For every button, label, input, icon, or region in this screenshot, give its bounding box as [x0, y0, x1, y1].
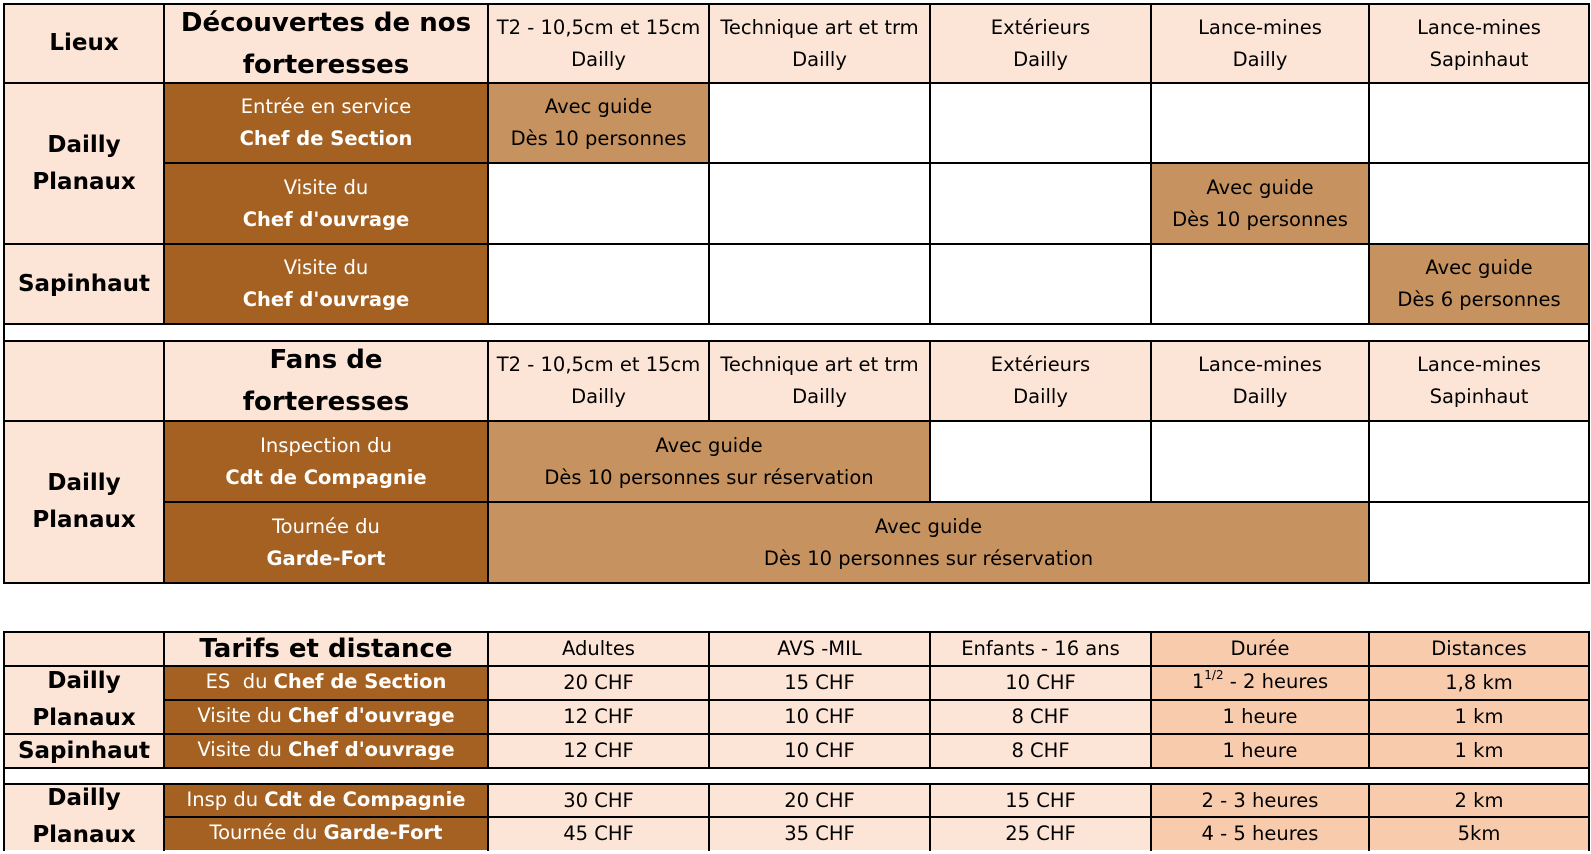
visit-name-bold: Chef d'ouvrage [288, 738, 455, 761]
guide-line: Avec guide [1425, 256, 1533, 279]
guide-line: Avec guide [1206, 175, 1314, 199]
location-line: Dailly [47, 131, 121, 158]
location-sapinhaut: Sapinhaut [4, 244, 164, 324]
location-line: Dailly [47, 785, 121, 811]
grid-line [163, 162, 1590, 164]
grid-line [163, 699, 1590, 701]
grid-line [3, 243, 1590, 245]
header-lieux: Lieux [4, 4, 164, 83]
price-avs: 15 CHF [709, 666, 930, 700]
visit-line-bold: Cdt de Compagnie [225, 465, 427, 489]
col-header-adultes: Adultes [488, 632, 709, 666]
col-header-lance-mines-dailly [1151, 4, 1369, 83]
grid-line [3, 783, 1590, 785]
col-header-distances: Distances [1369, 632, 1589, 666]
grid-line [487, 340, 489, 584]
grid-line [3, 340, 5, 584]
col-header-line: Dailly [792, 385, 847, 408]
visit-prefix: Tournée du [209, 821, 324, 844]
location-line: Dailly [47, 668, 121, 694]
tarif-visit-name [164, 734, 488, 768]
grid-line [708, 340, 710, 422]
location-line: Planaux [32, 168, 136, 195]
location-line: Dailly [47, 470, 121, 496]
guide-cell [488, 83, 709, 163]
price-enfants: 25 CHF [930, 817, 1151, 850]
grid-line [3, 631, 5, 851]
price-avs: 35 CHF [709, 817, 930, 850]
col-header-t2 [488, 341, 709, 421]
visit-name-bold: Chef de Section [273, 670, 447, 693]
grid-line [1150, 340, 1152, 503]
empty-cell [709, 163, 930, 244]
guide-line: Avec guide [544, 95, 653, 118]
grid-line [487, 631, 489, 769]
price-avs: 20 CHF [709, 784, 930, 817]
duration: 4 - 5 heures [1151, 817, 1369, 850]
location-line: Planaux [32, 822, 136, 848]
grid-line [929, 340, 931, 503]
col-header-line: Sapinhaut [1429, 47, 1529, 71]
col-header-duree: Durée [1151, 632, 1369, 666]
empty-cell [1369, 83, 1589, 163]
grid-line [1588, 323, 1590, 341]
guide-cell [1151, 163, 1369, 244]
col-header-technique [709, 4, 930, 83]
empty-cell [709, 244, 930, 324]
col-header-line: Extérieurs [990, 15, 1091, 39]
grid-line [163, 816, 1590, 818]
col-header-enfants: Enfants - 16 ans [930, 632, 1151, 666]
col-header-lance-mines-sapinhaut [1369, 4, 1589, 83]
grid-line [163, 783, 165, 851]
duration-base: 1 [1191, 670, 1205, 693]
tarif-visit-name [164, 784, 488, 817]
distance: 1 km [1369, 734, 1589, 768]
empty-cell [930, 421, 1151, 502]
grid-line [1368, 3, 1370, 325]
visit-chef-ouvrage [164, 163, 488, 244]
visit-chef-ouvrage-sapinhaut [164, 244, 488, 324]
price-enfants: 8 CHF [930, 700, 1151, 734]
duration-rest: - 2 heures [1223, 670, 1329, 693]
grid-line [3, 767, 1590, 769]
col-header-exterieurs [930, 341, 1151, 421]
grid-line [163, 501, 1590, 503]
visit-prefix: ES du [205, 670, 274, 693]
distance: 2 km [1369, 784, 1589, 817]
col-header-line: Technique art et trm [720, 15, 919, 39]
distance: 1 km [1369, 700, 1589, 734]
duration [1151, 666, 1369, 700]
col-header-line: Dailly [1013, 47, 1068, 71]
col-header-line: T2 - 10,5cm et 15cm [496, 15, 701, 39]
empty-cell [709, 83, 930, 163]
distance: 1,8 km [1369, 666, 1589, 700]
grid-line [1588, 340, 1590, 584]
grid-line [3, 3, 1590, 5]
empty-cell [1151, 421, 1369, 502]
location-dailly-planaux [4, 666, 164, 734]
tarif-visit-name [164, 700, 488, 734]
grid-line [1588, 631, 1590, 851]
col-header-line: Dailly [1232, 47, 1288, 71]
grid-line [929, 783, 931, 851]
grid-line [487, 3, 489, 325]
grid-line [3, 420, 1590, 422]
grid-line [163, 340, 165, 584]
duration: 2 - 3 heures [1151, 784, 1369, 817]
col-header-line: Lance-mines [1417, 15, 1541, 39]
grid-line [3, 665, 1590, 667]
empty-cell [1369, 421, 1589, 502]
title-line-1: Découvertes de nos [180, 7, 472, 38]
location-line: Planaux [32, 507, 136, 533]
price-avs: 10 CHF [709, 734, 930, 768]
guide-line: Avec guide [874, 514, 983, 538]
grid-line [3, 82, 1590, 84]
visit-name-bold: Garde-Fort [323, 821, 443, 844]
col-header-line: Dailly [571, 47, 626, 71]
visit-prefix: Visite du [197, 704, 289, 727]
col-header-lance-mines-sapinhaut [1369, 341, 1589, 421]
guide-cell [488, 421, 930, 502]
visit-name-bold: Chef d'ouvrage [288, 704, 455, 727]
price-enfants: 8 CHF [930, 734, 1151, 768]
grid-line [1368, 631, 1370, 769]
section-title-tarifs: Tarifs et distance [164, 632, 488, 666]
grid-line [487, 783, 489, 851]
visit-line: Tournée du [272, 514, 380, 538]
header-empty [4, 632, 164, 666]
grid-line [929, 631, 931, 769]
visit-prefix: Visite du [197, 738, 289, 761]
duration: 1 heure [1151, 734, 1369, 768]
visit-line: Inspection du [260, 433, 392, 457]
grid-line [3, 582, 1590, 584]
col-header-avs-mil: AVS -MIL [709, 632, 930, 666]
visit-line-bold: Chef d'ouvrage [242, 288, 410, 311]
guide-cell [1369, 244, 1589, 324]
grid-line [3, 3, 5, 325]
grid-line [708, 783, 710, 851]
empty-cell [1151, 83, 1369, 163]
empty-cell [930, 244, 1151, 324]
empty-cell [930, 83, 1151, 163]
col-header-line: T2 - 10,5cm et 15cm [496, 353, 701, 376]
col-header-exterieurs [930, 4, 1151, 83]
visit-inspection-cdt [164, 421, 488, 502]
guide-line: Dès 10 personnes sur réservation [544, 465, 874, 489]
empty-cell [930, 163, 1151, 244]
empty-cell [488, 244, 709, 324]
grid-line [3, 323, 5, 341]
col-header-line: Dailly [571, 385, 626, 408]
guide-line: Dès 6 personnes [1397, 288, 1561, 311]
price-avs: 10 CHF [709, 700, 930, 734]
grid-line [929, 3, 931, 325]
guide-line: Dès 10 personnes [510, 127, 687, 150]
empty-cell [488, 163, 709, 244]
col-header-line: Lance-mines [1417, 353, 1541, 376]
grid-line [3, 631, 1590, 633]
grid-line [1150, 3, 1152, 325]
header-empty [4, 341, 164, 421]
grid-line [3, 733, 1590, 735]
visit-line: Visite du [283, 256, 369, 279]
grid-line [163, 631, 165, 769]
visit-prefix: Insp du [186, 788, 265, 811]
col-header-line: Dailly [792, 47, 847, 71]
price-enfants: 10 CHF [930, 666, 1151, 700]
visit-line-bold: Chef de Section [239, 127, 413, 150]
grid-line [3, 323, 1590, 325]
grid-line [708, 3, 710, 325]
duration-fraction: 1/2 [1204, 667, 1224, 682]
visit-line: Visite du [283, 175, 369, 199]
guide-line: Avec guide [655, 433, 763, 457]
price-enfants: 15 CHF [930, 784, 1151, 817]
price-adultes: 12 CHF [488, 734, 709, 768]
visit-name-bold: Cdt de Compagnie [264, 788, 466, 811]
grid-line [163, 3, 165, 325]
location-dailly-planaux [4, 421, 164, 583]
col-header-t2 [488, 4, 709, 83]
grid-line [1150, 631, 1152, 769]
price-adultes: 12 CHF [488, 700, 709, 734]
col-header-line: Technique art et trm [720, 353, 919, 376]
grid-line [708, 631, 710, 769]
price-adultes: 45 CHF [488, 817, 709, 850]
section-title-discoveries [164, 4, 488, 83]
visit-tournee-garde-fort [164, 502, 488, 583]
location-line: Planaux [32, 705, 136, 731]
grid-line [1368, 340, 1370, 584]
col-header-line: Lance-mines [1198, 15, 1322, 39]
grid-line [3, 340, 1590, 342]
visit-line-bold: Garde-Fort [266, 546, 386, 570]
duration: 1 heure [1151, 700, 1369, 734]
location-dailly-planaux [4, 784, 164, 850]
title-line-2: forteresses [242, 49, 410, 80]
price-adultes: 30 CHF [488, 784, 709, 817]
visit-line: Entrée en service [240, 95, 412, 118]
section-title-fans [164, 341, 488, 421]
guide-line: Dès 10 personnes [1172, 207, 1348, 231]
empty-cell [1151, 244, 1369, 324]
col-header-line: Dailly [1232, 385, 1288, 408]
tarif-visit-name [164, 666, 488, 700]
visit-line-bold: Chef d'ouvrage [242, 207, 410, 231]
col-header-line: Lance-mines [1198, 353, 1322, 376]
col-header-line: Sapinhaut [1429, 385, 1529, 408]
col-header-line: Dailly [1013, 385, 1068, 408]
title-line-1: Fans de [269, 345, 383, 375]
title-line-2: forteresses [242, 387, 410, 417]
visit-entree-en-service [164, 83, 488, 163]
tarif-visit-name [164, 817, 488, 850]
grid-line [1368, 783, 1370, 851]
guide-cell [488, 502, 1369, 583]
col-header-line: Extérieurs [990, 353, 1091, 376]
location-sapinhaut: Sapinhaut [4, 734, 164, 768]
guide-line: Dès 10 personnes sur réservation [763, 546, 1094, 570]
location-dailly-planaux [4, 83, 164, 244]
grid-line [1150, 783, 1152, 851]
col-header-lance-mines-dailly [1151, 341, 1369, 421]
distance: 5km [1369, 817, 1589, 850]
col-header-technique [709, 341, 930, 421]
price-adultes: 20 CHF [488, 666, 709, 700]
empty-cell [1369, 502, 1589, 583]
empty-cell [1369, 163, 1589, 244]
grid-line [1588, 3, 1590, 325]
